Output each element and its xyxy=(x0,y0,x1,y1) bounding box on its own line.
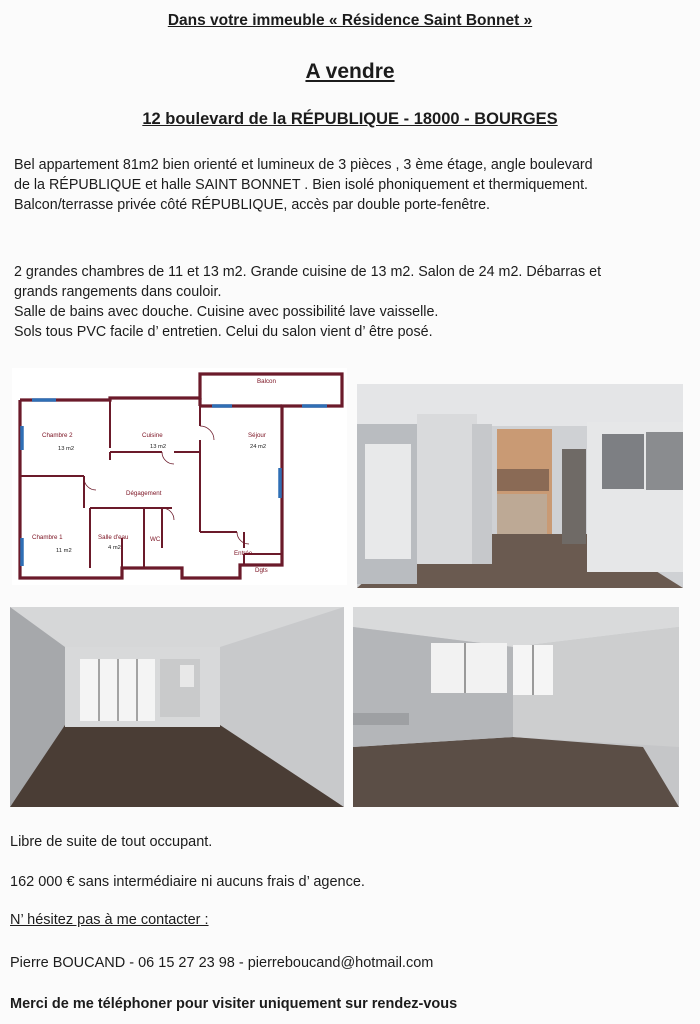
contact-heading: N’ hésitez pas à me contacter : xyxy=(10,912,209,928)
room-label: Dégagement xyxy=(126,490,162,497)
room-size: 13 m2 xyxy=(150,444,167,450)
room-label: Chambre 2 xyxy=(42,432,73,439)
text-line: Balcon/terrasse privée côté RÉPUBLIQUE, accès par double porte-fenêtre. xyxy=(14,197,491,213)
room-size: 11 m2 xyxy=(56,548,72,554)
address-heading: 12 boulevard de la RÉPUBLIQUE - 18000 - BOURGES xyxy=(142,110,558,128)
text-line: Bel appartement 81m2 bien orienté et lumineux de 3 pièces , 3 ème étage, angle boulevard xyxy=(14,157,593,173)
living-room-photo xyxy=(10,607,344,807)
room-label: Entrée xyxy=(234,550,253,557)
bedroom-photo xyxy=(353,607,679,807)
text-line: de la RÉPUBLIQUE et halle SAINT BONNET . Bien isolé phoniquement et thermiquement. xyxy=(14,177,589,193)
text-line: Salle de bains avec douche. Cuisine avec possibilité lave vaisselle. xyxy=(14,304,439,320)
room-label: Dgts xyxy=(255,567,268,574)
contact-details: Pierre BOUCAND - 06 15 27 23 98 - pierreboucand@hotmail.com xyxy=(10,955,434,971)
room-label: Cuisine xyxy=(142,432,163,439)
floor-plan xyxy=(12,368,347,585)
room-label: WC xyxy=(150,536,161,543)
room-label: Balcon xyxy=(257,378,276,385)
description-paragraph-2 xyxy=(14,262,694,342)
room-size: 13 m2 xyxy=(58,446,75,452)
room-label: Séjour xyxy=(248,432,266,439)
kitchen-photo xyxy=(357,384,683,588)
room-size: 4 m2 xyxy=(108,545,121,551)
residence-heading: Dans votre immeuble « Résidence Saint Bonnet » xyxy=(167,12,533,29)
text-line: 2 grandes chambres de 11 et 13 m2. Grande cuisine de 13 m2. Salon de 24 m2. Débarras et xyxy=(14,264,602,280)
price-text: 162 000 € sans intermédiaire ni aucuns frais d’ agence. xyxy=(10,874,365,890)
availability-text: Libre de suite de tout occupant. xyxy=(10,834,213,850)
for-sale-title: A vendre xyxy=(305,60,395,83)
text-line: Sols tous PVC facile d’ entretien. Celui du salon vient d’ être posé. xyxy=(14,324,433,340)
room-label: Salle d'eau xyxy=(98,534,129,541)
text-line: grands rangements dans couloir. xyxy=(14,284,222,300)
room-label: Chambre 1 xyxy=(32,534,63,541)
description-paragraph-1 xyxy=(14,155,694,215)
room-size: 24 m2 xyxy=(250,444,267,450)
closing-note: Merci de me téléphoner pour visiter uniquement sur rendez-vous xyxy=(10,996,458,1012)
